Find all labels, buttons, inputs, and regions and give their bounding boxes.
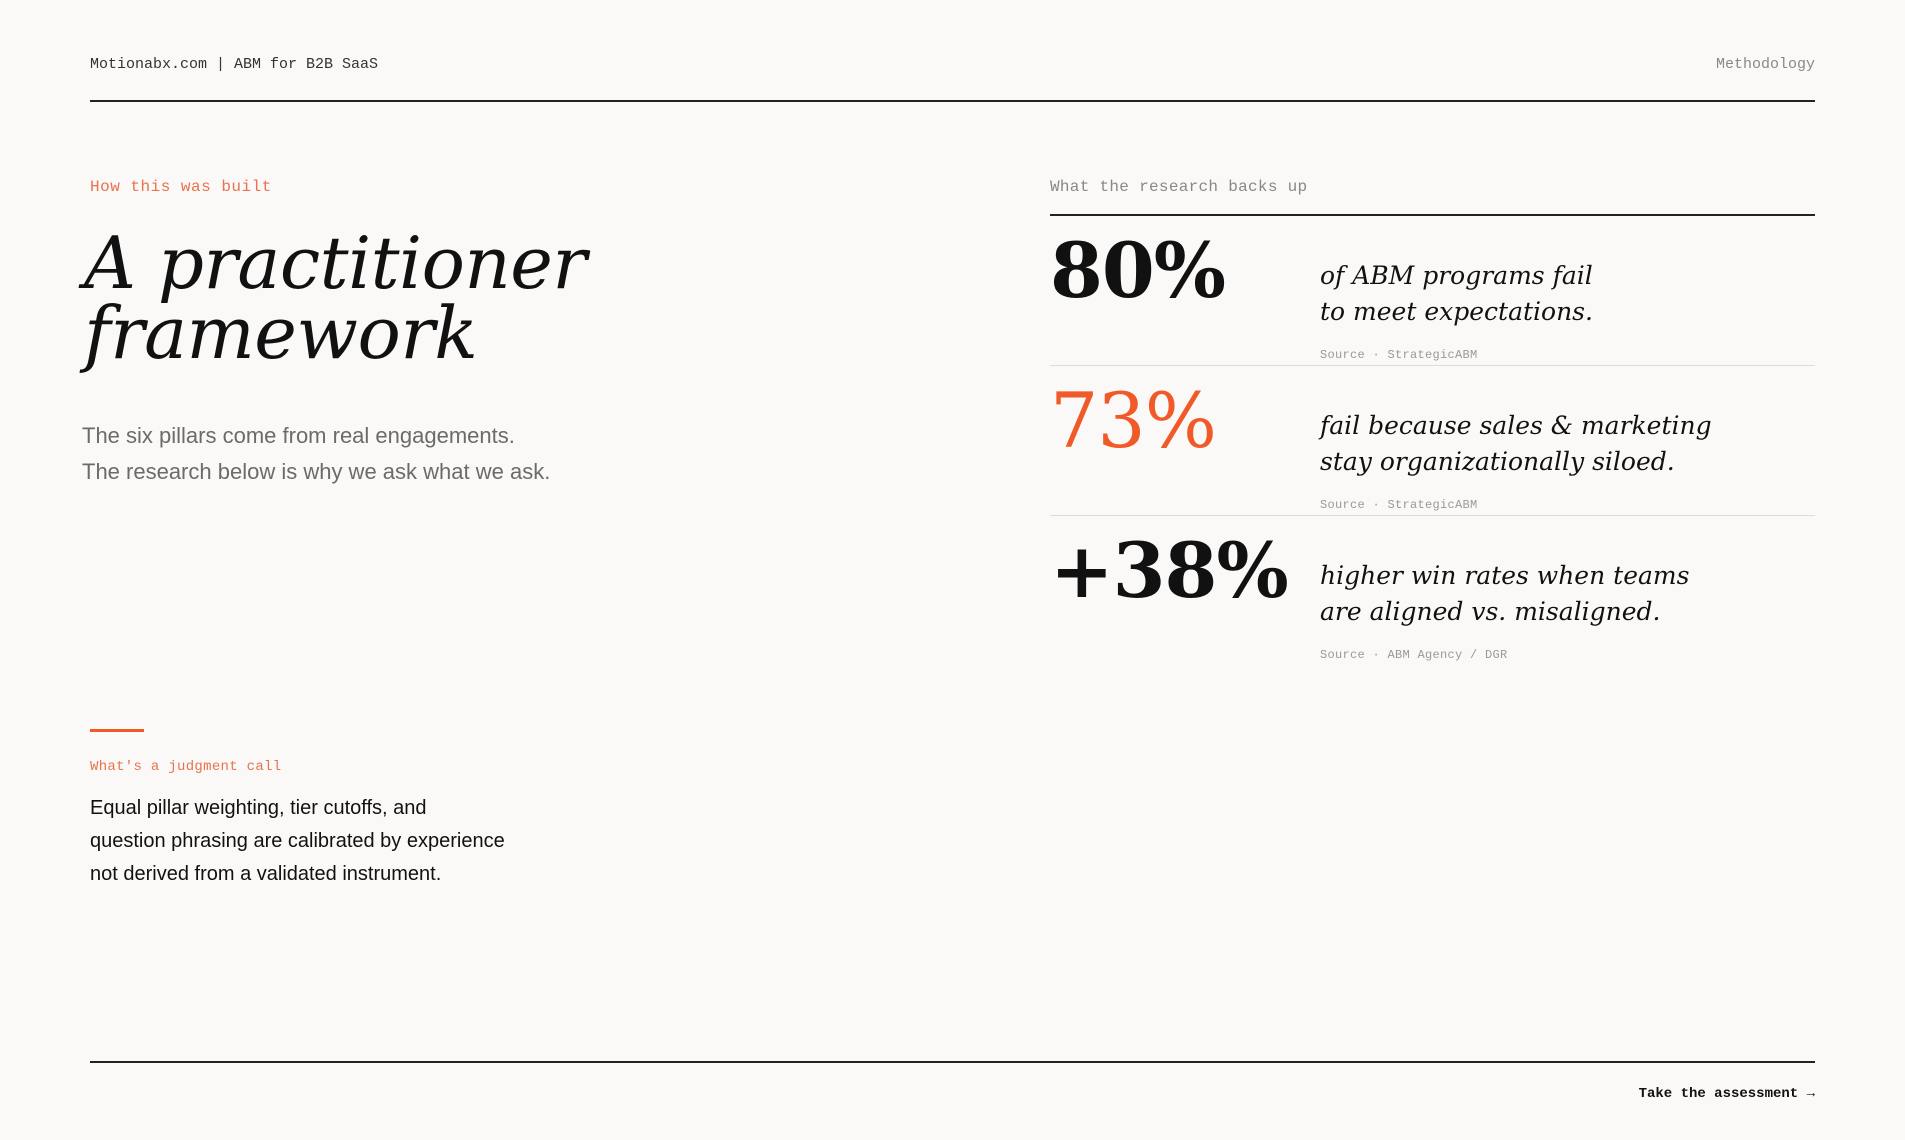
take-assessment-link[interactable]: Take the assessment → [1638, 1086, 1815, 1102]
stat-description-line: to meet expectations. [1320, 297, 1593, 326]
stats-list [1050, 216, 1815, 666]
page-title [84, 221, 644, 375]
stat-source: Source · StrategicABM [1320, 348, 1478, 362]
stat-value: 80% [1050, 226, 1225, 315]
brand-label: Motionabx.com | ABM for B2B SaaS [90, 56, 379, 73]
title-line: framework [84, 291, 478, 375]
section-label: Methodology [1715, 56, 1815, 73]
stat-item [1050, 516, 1815, 666]
stat-description-line: higher win rates when teams [1320, 561, 1690, 590]
research-eyebrow: What the research backs up [1050, 178, 1308, 196]
judgment-line: question phrasing are calibrated by experience [90, 830, 505, 852]
stat-description [1320, 558, 1689, 630]
stat-description-line: stay organizationally siloed. [1320, 447, 1675, 476]
judgment-text [90, 792, 560, 891]
stat-description [1320, 408, 1712, 480]
stat-description-line: are aligned vs. misaligned. [1320, 597, 1661, 626]
stat-value: +38% [1050, 526, 1288, 615]
stat-description-line: fail because sales & marketing [1320, 411, 1712, 440]
footer-divider [90, 1061, 1815, 1063]
judgment-line: not derived from a validated instrument. [90, 863, 442, 885]
accent-bar [90, 729, 144, 732]
judgment-line: Equal pillar weighting, tier cutoffs, and [90, 797, 427, 819]
stat-description [1320, 258, 1593, 330]
header-divider [90, 100, 1815, 102]
intro-line: The research below is why we ask what we ask. [82, 459, 551, 484]
stat-source: Source · ABM Agency / DGR [1320, 648, 1508, 662]
stat-source: Source · StrategicABM [1320, 498, 1478, 512]
stat-item [1050, 216, 1815, 366]
judgment-eyebrow: What's a judgment call [90, 759, 282, 775]
title-line: A practitioner [84, 221, 587, 305]
stat-value: 73% [1050, 376, 1216, 465]
page-header [90, 56, 1815, 73]
stat-description-line: of ABM programs fail [1320, 261, 1593, 290]
stat-item [1050, 366, 1815, 516]
intro-text [82, 418, 642, 490]
intro-line: The six pillars come from real engagements. [82, 423, 515, 448]
build-eyebrow: How this was built [90, 178, 272, 196]
